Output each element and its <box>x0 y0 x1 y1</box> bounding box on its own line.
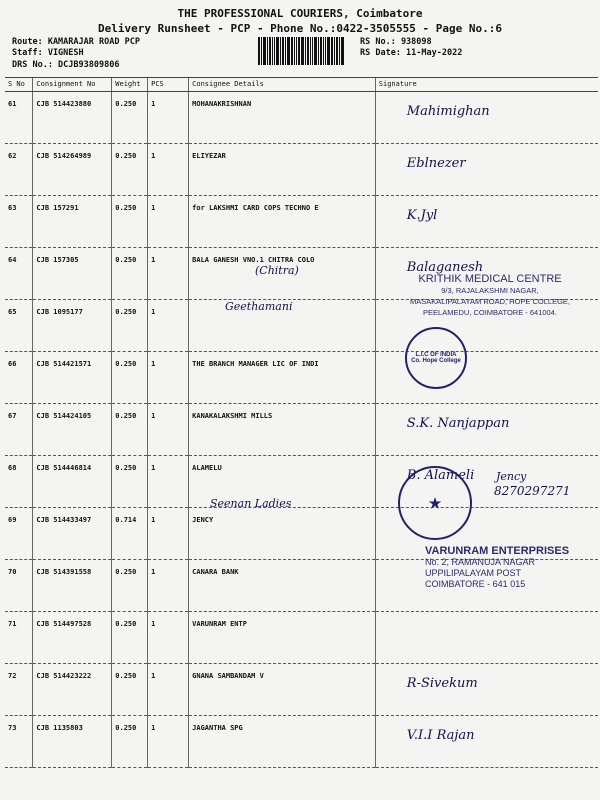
signature-text: K.Jyl <box>406 208 438 223</box>
cell-weight: 0.250 <box>112 404 148 456</box>
col-sno: S No <box>5 78 33 92</box>
cell-weight: 0.250 <box>112 716 148 768</box>
cell-consignment: CJB 514446814 <box>33 456 112 508</box>
cell-consignment: CJB 514424105 <box>33 404 112 456</box>
cell-consignee: ALAMELU <box>189 456 376 508</box>
cell-consignment: CJB 514497528 <box>33 612 112 664</box>
cell-consignment: CJB 514421571 <box>33 352 112 404</box>
cell-weight: 0.250 <box>112 300 148 352</box>
cell-consignee: BALA GANESH VNO.1 CHITRA COLO <box>189 248 376 300</box>
varunram-stamp-name: VARUNRAM ENTERPRISES <box>425 545 570 557</box>
cell-sno: 67 <box>5 404 33 456</box>
cell-signature <box>375 92 598 144</box>
cell-pcs: 1 <box>148 248 189 300</box>
table-row <box>5 716 598 768</box>
cell-consignment: CJB 514391558 <box>33 560 112 612</box>
table-header-row <box>5 78 598 92</box>
cell-pcs: 1 <box>148 508 189 560</box>
cell-sno: 65 <box>5 300 33 352</box>
cell-consignment: CJB 1135803 <box>33 716 112 768</box>
signature-text: Mahimighan <box>406 104 490 119</box>
handwritten-geethamani: Geethamani <box>225 300 293 313</box>
table-row <box>5 196 598 248</box>
krithik-stamp-name: KRITHIK MEDICAL CENTRE <box>418 273 562 285</box>
lic-stamp-sub: Co. Hope College <box>411 358 461 364</box>
cell-consignee: THE BRANCH MANAGER LIC OF INDI <box>189 352 376 404</box>
varunram-stamp-line1: No. 2, RAMANUJA NAGAR <box>425 557 536 567</box>
signature-text: R-Sivekum <box>406 676 478 691</box>
cell-consignee: JENCY <box>189 508 376 560</box>
cell-consignee: for LAKSHMI CARD COPS TECHNO E <box>189 196 376 248</box>
cell-sno: 68 <box>5 456 33 508</box>
cell-consignment: CJB 157291 <box>33 196 112 248</box>
table-row <box>5 144 598 196</box>
cell-signature <box>375 716 598 768</box>
cell-consignee: ELIYEZAR <box>189 144 376 196</box>
cell-signature <box>375 196 598 248</box>
cell-pcs: 1 <box>148 716 189 768</box>
cell-sno: 71 <box>5 612 33 664</box>
cell-weight: 0.250 <box>112 92 148 144</box>
table-row <box>5 92 598 144</box>
signature-text: V.I.I Rajan <box>406 728 475 743</box>
cell-sno: 70 <box>5 560 33 612</box>
col-consignment: Consignment No <box>33 78 112 92</box>
col-weight: Weight <box>112 78 148 92</box>
varunram-stamp-line3: COIMBATORE - 641 015 <box>425 579 526 589</box>
cell-pcs: 1 <box>148 664 189 716</box>
cell-weight: 0.714 <box>112 508 148 560</box>
route-label: Route: KAMARAJAR ROAD PCP <box>12 37 140 47</box>
cell-sno: 62 <box>5 144 33 196</box>
table-row <box>5 404 598 456</box>
cell-pcs: 1 <box>148 92 189 144</box>
cell-sno: 63 <box>5 196 33 248</box>
table-row <box>5 664 598 716</box>
cell-consignment: CJB 1095177 <box>33 300 112 352</box>
cell-consignee: JAGANTHA SPG <box>189 716 376 768</box>
table-row <box>5 612 598 664</box>
cell-sno: 64 <box>5 248 33 300</box>
cell-sno: 72 <box>5 664 33 716</box>
cell-signature <box>375 144 598 196</box>
seal-emblem-icon: ★ <box>428 494 442 511</box>
krithik-stamp <box>385 274 595 318</box>
signature-text: Balaganesh <box>406 260 484 275</box>
cell-consignment: CJB 514433497 <box>33 508 112 560</box>
varunram-stamp <box>425 546 600 590</box>
cell-signature <box>375 664 598 716</box>
drs-number: DRS No.: DCJB93809806 <box>12 60 120 70</box>
lic-stamp-text: L.I.C OF INDIA <box>415 352 457 358</box>
cell-signature <box>375 404 598 456</box>
cell-consignee: KANAKALAKSHMI MILLS <box>189 404 376 456</box>
handwritten-jency: Jency <box>496 470 527 483</box>
cell-consignee: VARUNRAM ENTP <box>189 612 376 664</box>
cell-pcs: 1 <box>148 144 189 196</box>
cell-weight: 0.250 <box>112 248 148 300</box>
cell-consignment: CJB 514423222 <box>33 664 112 716</box>
cell-weight: 0.250 <box>112 612 148 664</box>
runsheet-subtitle: Delivery Runsheet - PCP - Phone No.:0422-3505555 - Page No.:6 <box>98 22 502 35</box>
cell-sno: 66 <box>5 352 33 404</box>
cell-sno: 73 <box>5 716 33 768</box>
cell-pcs: 1 <box>148 456 189 508</box>
handwritten-chitra: (Chitra) <box>255 264 299 277</box>
cell-weight: 0.250 <box>112 664 148 716</box>
cell-pcs: 1 <box>148 352 189 404</box>
col-pcs: PCS <box>148 78 189 92</box>
cell-pcs: 1 <box>148 300 189 352</box>
seal-round-stamp <box>398 466 472 540</box>
cell-consignee: MOHANAKRISHNAN <box>189 92 376 144</box>
cell-signature <box>375 612 598 664</box>
signature-text: B. Alameli <box>406 468 475 483</box>
cell-consignee: CANARA BANK <box>189 560 376 612</box>
cell-consignee: GNANA SAMBANDAM V <box>189 664 376 716</box>
cell-sno: 69 <box>5 508 33 560</box>
cell-pcs: 1 <box>148 404 189 456</box>
cell-sno: 61 <box>5 92 33 144</box>
col-signature: Signature <box>375 78 598 92</box>
runsheet-title: THE PROFESSIONAL COURIERS, Coimbatore <box>177 7 423 20</box>
lic-round-stamp <box>405 327 467 389</box>
krithik-stamp-line3: PEELAMEDU, COIMBATORE - 641004. <box>423 308 557 317</box>
signature-text: S.K. Nanjappan <box>406 416 510 431</box>
signature-text: Eblnezer <box>406 156 466 171</box>
cell-weight: 0.250 <box>112 456 148 508</box>
table-row <box>5 352 598 404</box>
cell-weight: 0.250 <box>112 144 148 196</box>
barcode <box>258 37 352 65</box>
cell-weight: 0.250 <box>112 560 148 612</box>
cell-consignment: CJB 514423880 <box>33 92 112 144</box>
rs-number: RS No.: 938098 <box>360 37 432 47</box>
staff-label: Staff: VIGNESH <box>12 48 84 58</box>
cell-pcs: 1 <box>148 560 189 612</box>
handwritten-jency-phone: 8270297271 <box>494 484 571 498</box>
cell-pcs: 1 <box>148 196 189 248</box>
rs-date: RS Date: 11-May-2022 <box>360 48 463 58</box>
cell-pcs: 1 <box>148 612 189 664</box>
col-consignee: Consignee Details <box>189 78 376 92</box>
varunram-stamp-line2: UPPILIPALAYAM POST <box>425 568 522 578</box>
cell-consignment: CJB 157305 <box>33 248 112 300</box>
cell-weight: 0.250 <box>112 352 148 404</box>
cell-weight: 0.250 <box>112 196 148 248</box>
krithik-stamp-line1: 9/3, RAJALAKSHMI NAGAR, <box>441 286 539 295</box>
handwritten-seenan: Seenan Ladies <box>210 497 292 510</box>
krithik-stamp-line2: MASAKALIPALAYAM ROAD, HOPE COLLEGE, <box>409 297 571 306</box>
runsheet-table <box>5 77 598 768</box>
cell-consignment: CJB 514264989 <box>33 144 112 196</box>
